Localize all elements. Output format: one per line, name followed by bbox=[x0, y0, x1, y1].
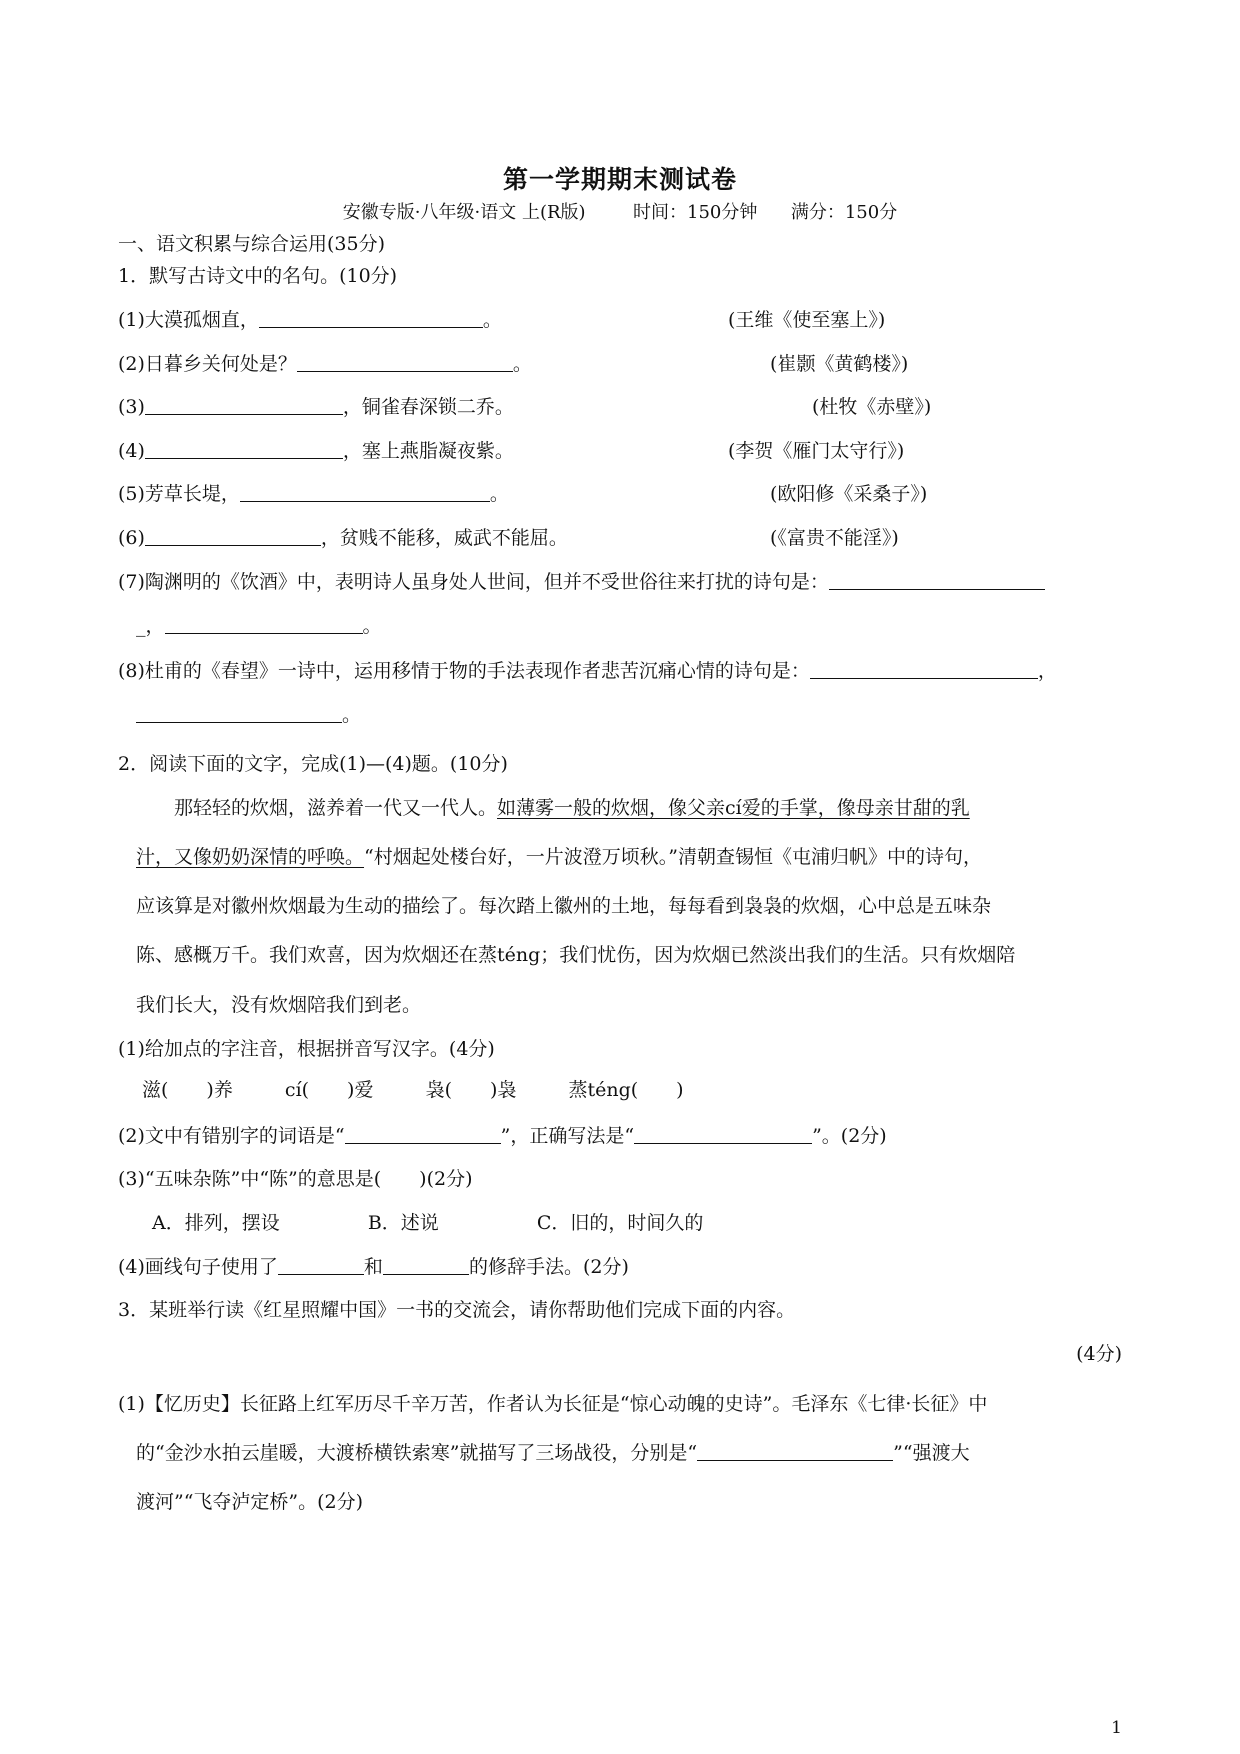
pinyin-item: 滋( )养 bbox=[142, 1079, 233, 1101]
passage-line-2: 汁，又像奶奶深情的呼唤。“村烟起处楼台好，一片波澄万顷秋。”清朝查锡恒《屯浦归帆》中的诗句， bbox=[136, 846, 982, 868]
q2-sub-3-options bbox=[152, 1211, 703, 1235]
question-1-stem: 1．默写古诗文中的名句。(10分) bbox=[118, 265, 398, 287]
q1-item-7-continued: _， 。 bbox=[136, 615, 382, 637]
pinyin-item: 袅( )袅 bbox=[425, 1079, 517, 1101]
q1-item-6: (6) ，贫贱不能移，威武不能屈。 bbox=[118, 527, 568, 549]
q1-item-7: (7)陶渊明的《饮酒》中，表明诗人虽身处人世间，但并不受世俗往来打扰的诗句是： bbox=[118, 570, 1045, 594]
q1-item-4-source: (李贺《雁门太守行》) bbox=[728, 440, 905, 462]
q1-item-2: (2)日暮乡关何处是？ 。 bbox=[118, 353, 532, 375]
q1-item-5-source: (欧阳修《采桑子》) bbox=[770, 483, 928, 505]
q1-item-5: (5)芳草长堤， 。 bbox=[118, 483, 509, 505]
underlined-sentence: 如薄雾一般的炊烟，像父亲cí爱的手掌，像母亲甘甜的乳 bbox=[497, 797, 970, 819]
passage-line-5: 我们长大，没有炊烟陪我们到老。 bbox=[136, 994, 422, 1016]
q1-item-2-source: (崔颢《黄鹤楼》) bbox=[770, 353, 909, 375]
page-title: 第一学期期末测试卷 bbox=[502, 165, 737, 194]
page-number: 1 bbox=[1111, 1718, 1122, 1738]
q2-sub-3: (3)“五味杂陈”中“陈”的意思是( )(2分) bbox=[118, 1168, 473, 1190]
pinyin-item: 蒸téng( ) bbox=[568, 1079, 684, 1101]
q1-item-3-source: (杜牧《赤壁》) bbox=[812, 396, 932, 418]
q1-item-6-source: (《富贵不能淫》) bbox=[770, 527, 899, 549]
answer-blank[interactable] bbox=[145, 396, 343, 415]
time-label: 时间：150分钟 bbox=[633, 202, 758, 223]
answer-blank[interactable] bbox=[136, 704, 342, 723]
answer-blank[interactable] bbox=[165, 615, 363, 634]
q1-item-1: (1)大漠孤烟直， 。 bbox=[118, 309, 502, 331]
answer-blank[interactable] bbox=[345, 1125, 501, 1144]
pinyin-item: cí( )爱 bbox=[284, 1079, 374, 1101]
option-a: A．排列，摆设 bbox=[152, 1212, 280, 1234]
answer-blank[interactable] bbox=[383, 1256, 469, 1275]
answer-blank[interactable] bbox=[259, 309, 483, 328]
q1-item-3: (3) ，铜雀春深锁二乔。 bbox=[118, 396, 514, 418]
answer-blank[interactable] bbox=[829, 571, 1045, 590]
q3-sub-1-line-1: (1)【忆历史】长征路上红军历尽千辛万苦，作者认为长征是“惊心动魄的史诗”。毛泽东《七律·长征》中 bbox=[118, 1393, 988, 1415]
question-2-stem: 2．阅读下面的文字，完成(1)—(4)题。(10分) bbox=[118, 753, 508, 775]
answer-blank[interactable] bbox=[634, 1125, 812, 1144]
q1-item-8-continued: 。 bbox=[136, 703, 361, 727]
answer-blank[interactable] bbox=[297, 353, 513, 372]
q1-item-4: (4) ，塞上燕脂凝夜紫。 bbox=[118, 440, 514, 462]
answer-blank[interactable] bbox=[145, 527, 321, 546]
q3-sub-1-line-3: 渡河”“飞夺泸定桥”。(2分) bbox=[136, 1491, 364, 1513]
exam-info bbox=[0, 198, 1240, 224]
section-heading: 一、语文积累与综合运用(35分) bbox=[118, 233, 386, 255]
answer-blank[interactable] bbox=[240, 483, 490, 502]
q3-sub-1-line-2: 的“金沙水拍云崖暖，大渡桥横铁索寒”就描写了三场战役，分别是“ ”“强渡大 bbox=[136, 1442, 970, 1464]
passage-line-4: 陈、感概万千。我们欢喜，因为炊烟还在蒸téng；我们忧伤，因为炊烟已然淡出我们的生活。只有炊烟陪 bbox=[136, 944, 1016, 966]
edition-label: 安徽专版·八年级·语文 上(R版) bbox=[342, 202, 586, 223]
q2-sub-2: (2)文中有错别字的词语是“ ”，正确写法是“ ”。(2分) bbox=[118, 1125, 887, 1147]
question-3-points: (4分) bbox=[1076, 1343, 1122, 1365]
q2-sub-1-items bbox=[142, 1078, 684, 1102]
option-c: C．旧的，时间久的 bbox=[536, 1212, 704, 1234]
answer-blank[interactable] bbox=[278, 1256, 364, 1275]
passage-line-1: 那轻轻的炊烟，滋养着一代又一代人。如薄雾一般的炊烟，像父亲cí爱的手掌，像母亲甘甜的乳 bbox=[174, 797, 970, 819]
score-label: 满分：150分 bbox=[790, 202, 898, 223]
question-3-stem: 3．某班举行读《红星照耀中国》一书的交流会，请你帮助他们完成下面的内容。 bbox=[118, 1299, 796, 1321]
q1-item-8: (8)杜甫的《春望》一诗中，运用移情于物的手法表现作者悲苦沉痛心情的诗句是： ， bbox=[118, 660, 1057, 682]
underlined-sentence: 汁，又像奶奶深情的呼唤。 bbox=[136, 846, 365, 868]
answer-blank[interactable] bbox=[145, 440, 343, 459]
passage-line-3: 应该算是对徽州炊烟最为生动的描绘了。每次踏上徽州的土地，每每看到袅袅的炊烟，心中总是五味杂 bbox=[136, 895, 992, 917]
q2-sub-4: (4)画线句子使用了 和 的修辞手法。(2分) bbox=[118, 1256, 629, 1278]
q1-item-1-source: (王维《使至塞上》) bbox=[728, 309, 886, 331]
option-b: B．述说 bbox=[367, 1212, 439, 1234]
q2-sub-1: (1)给加点的字注音，根据拼音写汉字。(4分) bbox=[118, 1038, 495, 1060]
answer-blank[interactable] bbox=[697, 1442, 893, 1461]
answer-blank[interactable] bbox=[810, 660, 1038, 679]
